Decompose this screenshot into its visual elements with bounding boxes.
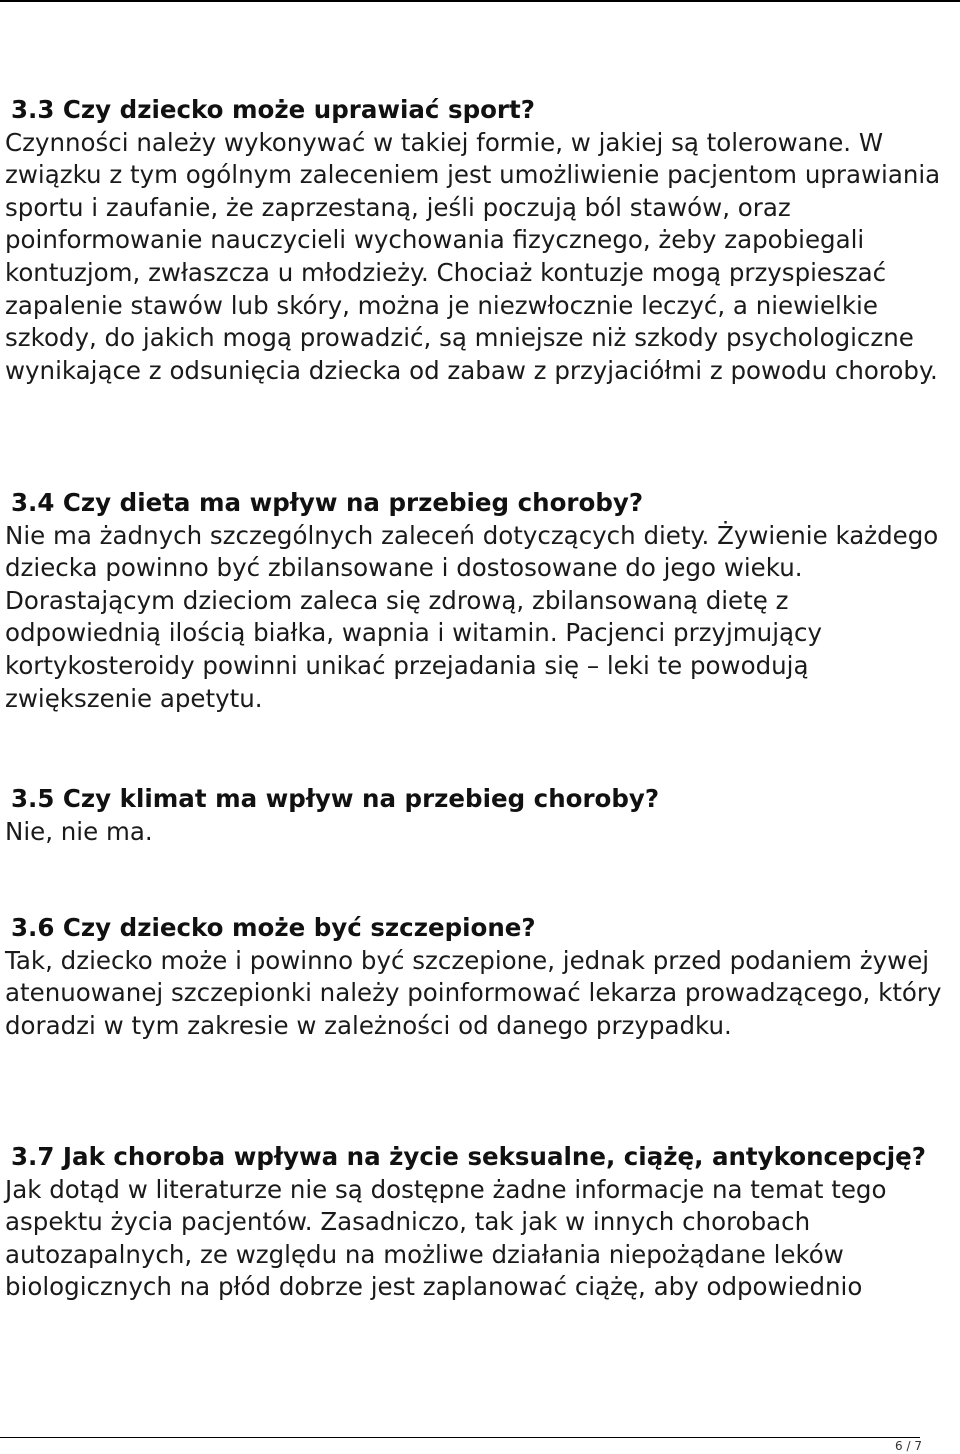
- footer-rule: [0, 1437, 920, 1438]
- top-rule: [0, 0, 960, 2]
- section-body: Tak, dziecko może i powinno być szczepione, jednak przed podaniem żywej atenuowanej szczepionki należy poinformować lekarza prowadzącego, który doradzi w tym zakresie w zależności od danego przypadku.: [5, 945, 942, 1040]
- section-heading: 3.3 Czy dziecko może uprawiać sport?: [11, 95, 535, 124]
- section-body: Jak dotąd w literaturze nie są dostępne żadne informacje na temat tego aspektu życia pacjentów. Zasadniczo, tak jak w innych chorobach autozapalnych, ze względu na możliwe działania niepożądane leków biologicznych na płód dobrze jest zaplanować ciążę, aby odpowiednio: [5, 1174, 887, 1302]
- section-3-7: [5, 1141, 950, 1304]
- section-heading: 3.4 Czy dieta ma wpływ na przebieg choroby?: [11, 488, 644, 517]
- section-body: Czynności należy wykonywać w takiej formie, w jakiej są tolerowane. W związku z tym ogólnym zaleceniem jest umożliwienie pacjentom uprawiania sportu i zaufanie, że zaprzestaną, jeśli poczują ból stawów, oraz poinformowanie nauczycieli wychowania fizycznego, żeby zapobiegali kontuzjom, zwłaszcza u młodzieży. Chociaż kontuzje mogą przyspieszać zapalenie stawów lub skóry, można je niezwłocznie leczyć, a niewielkie szkody, do jakich mogą prowadzić, są mniejsze niż szkody psychologiczne wynikające z odsunięcia dziecka od zabaw z przyjaciółmi z powodu choroby.: [5, 127, 941, 385]
- section-heading: 3.5 Czy klimat ma wpływ na przebieg choroby?: [11, 784, 660, 813]
- section-3-5: [5, 783, 950, 848]
- section-3-4: [5, 487, 950, 715]
- section-3-6: [5, 912, 950, 1042]
- section-3-3: [5, 94, 950, 387]
- section-body: Nie, nie ma.: [5, 816, 153, 846]
- section-heading: 3.6 Czy dziecko może być szczepione?: [11, 913, 536, 942]
- section-body: Nie ma żadnych szczególnych zaleceń dotyczących diety. Żywienie każdego dziecka powinno być zbilansowane i dostosowane do jego wieku. Dorastającym dzieciom zaleca się zdrową, zbilansowaną dietę z odpowiednią ilością białka, wapnia i witamin. Pacjenci przyjmujący kortykosteroidy powinni unikać przejadania się – leki te powodują zwiększenie apetytu.: [5, 520, 939, 713]
- page-number: 6 / 7: [895, 1439, 922, 1453]
- section-heading: 3.7 Jak choroba wpływa na życie seksualne, ciążę, antykoncepcję?: [11, 1142, 926, 1171]
